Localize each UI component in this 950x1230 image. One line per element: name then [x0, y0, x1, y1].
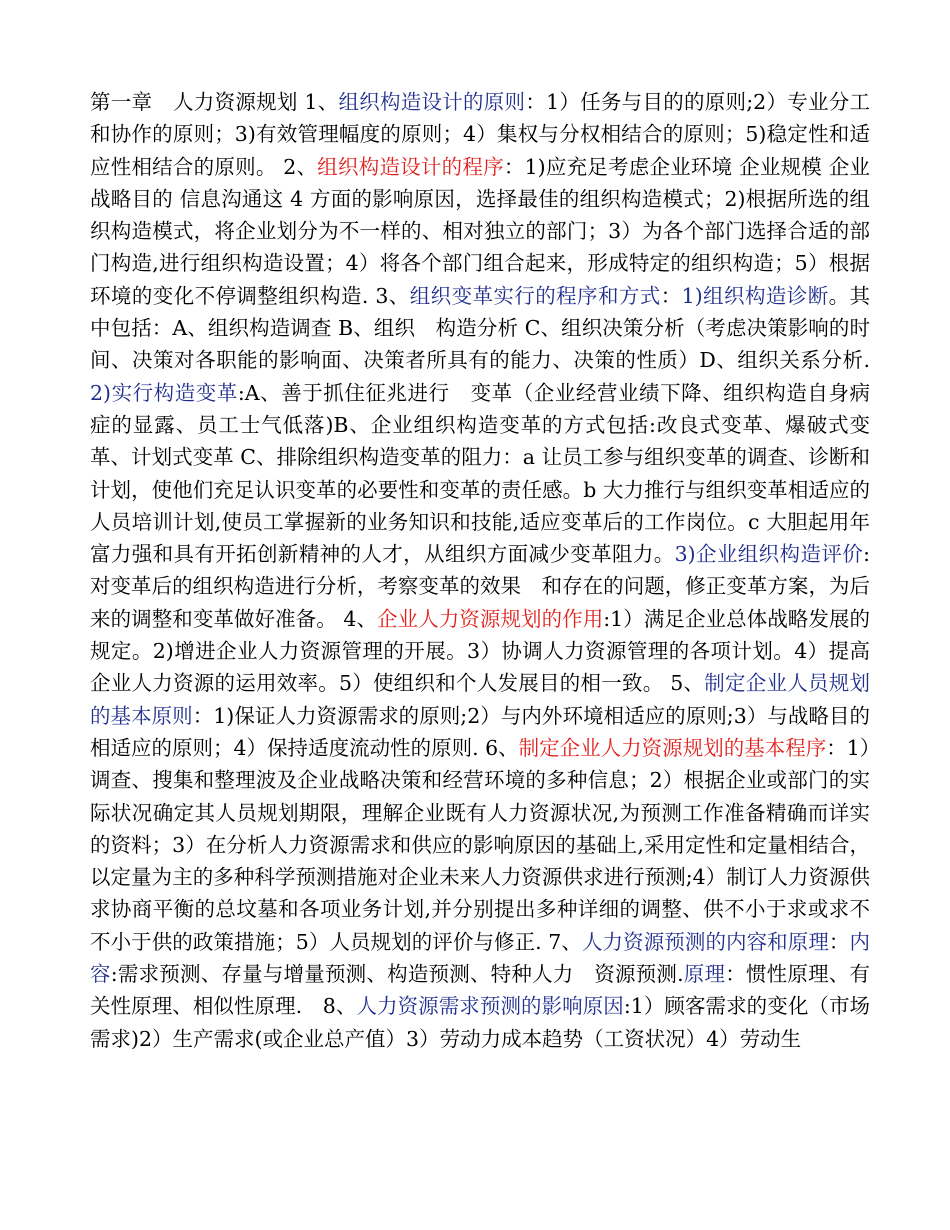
document-page — [90, 86, 870, 1055]
text-segment: :1）顾客需求的变化（市场需求)2）生产需求(或企业总产值）3）劳动力成本趋势（工资状况）4）劳动生 — [90, 994, 871, 1051]
highlight-org-design-procedure: 组织构造设计的程序 — [317, 154, 504, 179]
highlight-principle-label: 原理 — [683, 962, 726, 987]
highlight-org-change-procedure: 组织变革实行的程序和方式 — [409, 283, 661, 308]
highlight-demand-forecast-factors: 人力资源需求预测的影响原因 — [356, 994, 624, 1019]
text-segment: ：1)保证人力资源需求的原则;2）与内外环境相适应的原则;3）与战略目的相适应的原则；4）保持适度流动性的原则. 6、 — [90, 703, 870, 760]
text-segment: :需求预测、存量与增量预测、构造预测、特种人力 资源预测. — [110, 962, 684, 987]
highlight-staff-planning-principles: 制定企业人员规划的基本原则 — [90, 671, 870, 728]
highlight-org-diagnosis: 1)组织构造诊断 — [681, 283, 829, 308]
text-segment: :对变革后的组织构造进行分析，考察变革的效果 和存在的问题，修正变革方案，为后来的调整和变革做好准备。 4、 — [90, 542, 871, 631]
text-segment: :1）满足企业总体战略发展的规定。2)增进企业人力资源管理的开展。3）协调人力资源管理的各项计划。4）提高企业人力资源的运用效率。5）使组织和个人发展目的相一致。 5、 — [90, 606, 870, 696]
highlight-hr-planning-procedure: 制定企业人力资源规划的基本程序 — [518, 735, 827, 760]
highlight-structure-change: 2)实行构造变革 — [90, 380, 238, 405]
highlight-structure-evaluation: 3)企业组织构造评价 — [674, 542, 864, 567]
text-segment: ： — [660, 283, 682, 308]
text-segment: 第一章 人力资源规划 1、 — [90, 90, 339, 114]
highlight-org-design-principles: 组织构造设计的原则 — [338, 90, 526, 114]
text-segment: ：1）任务与目的的原则;2）专业分工和协作的原则；3)有效管理幅度的原则；4）集权与分权相结合的原则；5)稳定性和适应性相结合的原则。 2、 — [90, 90, 871, 179]
text-segment: ：惯性原理、有关性原理、相似性原理. 8、 — [90, 962, 871, 1019]
text-segment: 。其中包括：A、组织构造调查 B、组织 构造分析 C、组织决策分析（考虑决策影响的时间、决策对各职能的影响面、决策者所具有的能力、决策的性质）D、组织关系分析. — [90, 283, 871, 373]
text-segment: ：1)应充足考虑企业环境 企业规模 企业战略目的 信息沟通这 4 方面的影响原因，选择最佳的组织构造模式；2)根据所选的组织构造模式，将企业划分为不一样的、相对独立的部门；3）为各个部门选择合适的部门构造,进行组织构造设置；4）将各个部门组合起来，形成特定的组织构造；5）根据环境的变化不停调整组织构造. 3、 — [90, 154, 871, 308]
highlight-content-label: 内容 — [90, 929, 870, 987]
text-segment: :A、善于抓住征兆进行 变革（企业经营业绩下降、组织构造自身病症的显露、员工士气低落)B、企业组织构造变革的方式包括:改良式变革、爆破式变革、计划式变革 C、排除组织构造变革的阻力：a 让员工参与组织变革的调查、诊断和计划，使他们充足认识变革的必要性和变革的责任感。b 大力推行与组织变革相适应的人员培训计划,使员工掌握新的业务知识和技能,适应变革后的工作岗位。c 大胆起用年富力强和具有开拓创新精神的人才，从组织方面减少变革阻力。 — [90, 380, 870, 567]
highlight-hr-planning-role: 企业人力资源规划的作用 — [377, 606, 604, 631]
highlight-hr-forecast-content: 人力资源预测的内容和原理 — [581, 929, 829, 954]
text-segment: ： — [828, 929, 850, 954]
chapter-body-text — [90, 86, 870, 1055]
text-segment: ：1）调查、搜集和整理波及企业战略决策和经营环境的多种信息；2）根据企业或部门的实际状况确定其人员规划期限，理解企业既有人力资源状况,为预测工作准备精确而详实的资料；3）在分析人力资源需求和供应的影响原因的基础上,采用定性和定量相结合，以定量为主的多种科学预测措施对企业未来人力资源供求进行预测;4）制订人力资源供求协商平衡的总坟墓和各项业务计划,并分别提出多种详细的调整、供不小于求或求不不小于供的政策措施；5）人员规划的评价与修正. 7、 — [90, 735, 871, 954]
